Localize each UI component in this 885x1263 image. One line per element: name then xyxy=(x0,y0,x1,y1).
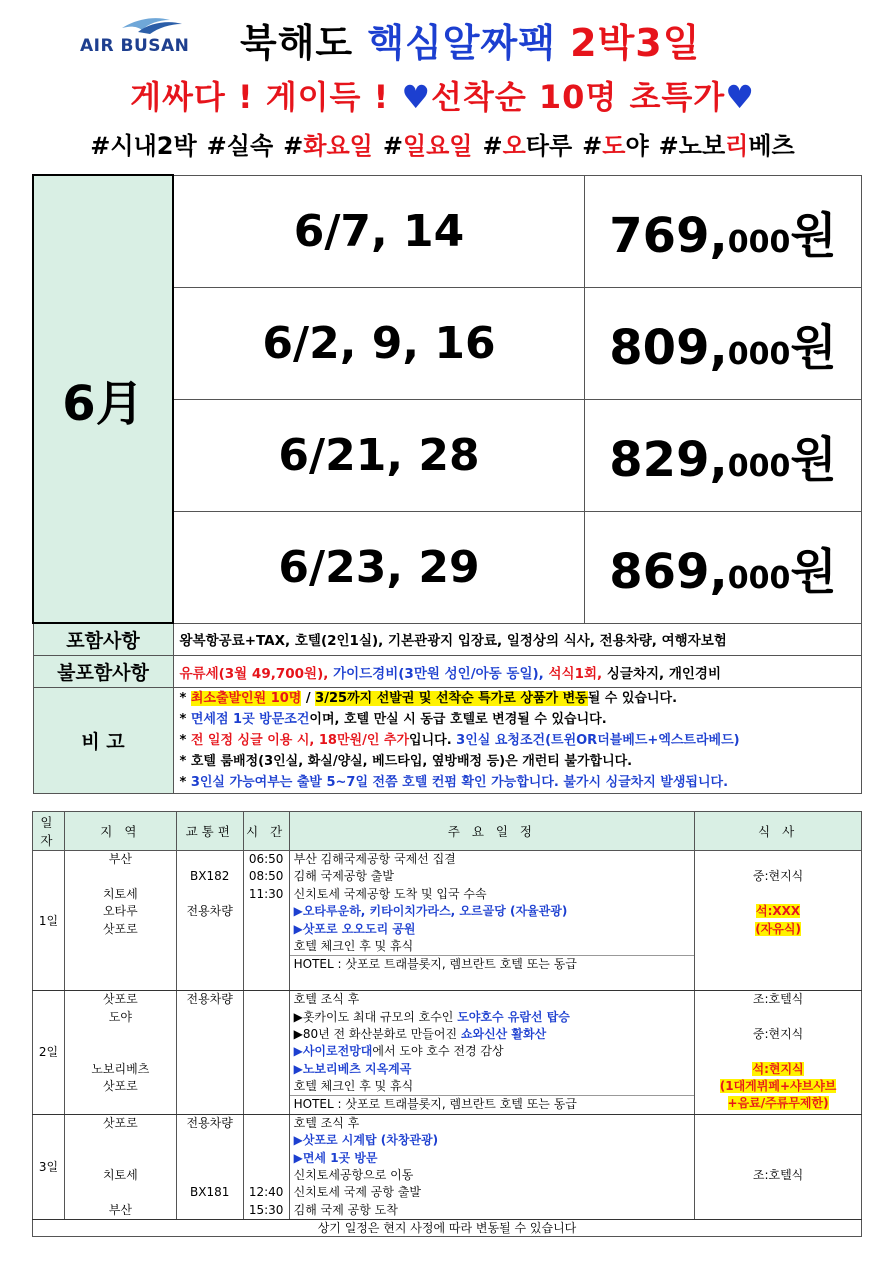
plan-part: ▶홋카이도 최대 규모의 호수인 xyxy=(293,1009,458,1024)
price-unit: 원 xyxy=(790,543,837,600)
meal-text: 석:현지식 xyxy=(752,1061,804,1076)
time xyxy=(244,921,289,938)
excluded-text xyxy=(173,656,862,688)
note-part: * xyxy=(179,691,191,706)
region-cell xyxy=(64,851,176,991)
hashtag xyxy=(659,132,795,160)
region-cell xyxy=(64,991,176,1115)
time xyxy=(244,1150,289,1167)
transport: 전용차량 xyxy=(186,904,233,919)
itinerary-footnote: 상기 일정은 현지 사정에 따라 변동될 수 있습니다 xyxy=(33,1220,862,1237)
plan-line: 김해 국제공항 출발 xyxy=(293,869,394,884)
region-cell xyxy=(64,1114,176,1219)
price-main: 869, xyxy=(609,543,728,600)
plan-cell xyxy=(289,1114,695,1219)
meal-line xyxy=(695,1026,861,1043)
price-small: 000 xyxy=(727,224,791,260)
transport: BX181 xyxy=(190,1185,230,1200)
hashtag-line xyxy=(0,126,885,161)
note-part: 3인실 가능여부는 출발 5~7일 전쯤 호텔 컨펌 확인 가능합니다. 불가시 싱글차지 발생됩니다. xyxy=(190,775,729,790)
note-part: 3/25까지 선발권 및 선착순 특가로 상품가 변동 xyxy=(315,691,588,706)
title-part: 북해도 xyxy=(240,21,368,65)
day-label: 3일 xyxy=(38,1160,59,1175)
hotel-line: HOTEL : 삿포로 트래블롯지, 렘브란트 호텔 또는 동급 xyxy=(290,1095,695,1113)
hashtag-part: 야 xyxy=(625,132,649,160)
meal-line xyxy=(695,868,861,885)
meal-text: (자유식) xyxy=(755,921,801,936)
note-part: 최소출발인원 10명 xyxy=(190,691,302,706)
price-unit: 원 xyxy=(790,319,837,376)
time xyxy=(244,991,289,1008)
hashtag xyxy=(207,132,273,160)
promo-subtitle xyxy=(0,72,885,118)
region: 도야 xyxy=(108,1009,132,1024)
notes-row xyxy=(33,688,862,794)
meal-cell xyxy=(695,991,862,1115)
plan-line xyxy=(290,1009,695,1026)
meal-text: 중:현지식 xyxy=(752,869,804,884)
note-line xyxy=(174,709,862,730)
itinerary-table xyxy=(32,811,862,1237)
plan-cell xyxy=(289,991,695,1115)
meal-text: 조:호텔식 xyxy=(752,992,804,1007)
time xyxy=(244,955,289,972)
itinerary-day-row xyxy=(33,991,862,1115)
time: 06:50 xyxy=(248,852,284,866)
region: 부산 xyxy=(108,852,132,866)
transport: 전용차량 xyxy=(186,992,233,1007)
note-part: 3인실 요청조건(트윈OR더블베드+엑스트라베드) xyxy=(456,733,740,748)
title-part: 핵심알짜팩 xyxy=(367,21,571,65)
excluded-part: 석식1회, xyxy=(548,665,607,682)
time xyxy=(244,1061,289,1078)
time xyxy=(244,1078,289,1095)
meal-text: 석:XXX xyxy=(756,904,801,919)
subtitle-part: 게싸다 ! 게이득 ! xyxy=(130,78,402,116)
region: 삿포로 xyxy=(102,921,138,936)
meal-line xyxy=(695,1095,861,1112)
note-line xyxy=(174,688,862,709)
meal-text: 중:현지식 xyxy=(752,1026,804,1041)
day-cell xyxy=(33,1114,65,1219)
plan-line: ▶노보리베츠 지옥계곡 xyxy=(293,1061,412,1076)
transport xyxy=(177,1202,243,1219)
plan-line: ▶오타루운하, 키타이치가라스, 오르골당 (자율관광) xyxy=(293,904,568,919)
meal-line xyxy=(695,991,861,1008)
hashtag-part: # xyxy=(382,132,403,160)
price-row xyxy=(33,175,862,287)
price-amount xyxy=(585,511,862,623)
hashtag-part: 리 xyxy=(725,132,749,160)
transport-cell xyxy=(176,991,243,1115)
region: 치토세 xyxy=(102,886,138,901)
included-row xyxy=(33,623,862,656)
time: 12:40 xyxy=(248,1185,284,1200)
plan-cell xyxy=(289,851,695,991)
meal-line xyxy=(695,1150,861,1167)
day-label: 1일 xyxy=(38,913,59,928)
hashtag-part: #노보 xyxy=(658,132,726,160)
itinerary-header-row xyxy=(33,812,862,851)
price-unit: 원 xyxy=(790,431,837,488)
note-part: 전 일정 싱글 이용 시, 18만원/인 추가 xyxy=(190,733,410,748)
note-part: * xyxy=(179,775,191,790)
hashtag xyxy=(383,132,473,160)
hashtag-part: #시내2박 xyxy=(90,132,197,160)
time-cell xyxy=(243,851,289,991)
itinerary-day-row xyxy=(33,851,862,991)
plan-line: 호텔 조식 후 xyxy=(293,1115,360,1130)
departure-dates: 6/21, 28 xyxy=(173,399,585,511)
transport xyxy=(177,851,243,868)
column-header: 지 역 xyxy=(64,812,176,851)
hashtag xyxy=(283,132,373,160)
plan-line: ▶삿포로 오오도리 공원 xyxy=(293,921,416,936)
hashtag-part: 타루 xyxy=(525,132,573,160)
time-cell xyxy=(243,991,289,1115)
hotel-line: HOTEL : 삿포로 트래블롯지, 렘브란트 호텔 또는 동급 xyxy=(290,955,695,973)
meal-line xyxy=(695,921,861,938)
time xyxy=(244,1115,289,1132)
note-line xyxy=(174,751,862,772)
meal-text: 조:호텔식 xyxy=(752,1168,804,1183)
transport xyxy=(177,1026,243,1043)
price-unit: 원 xyxy=(790,207,837,264)
transport xyxy=(177,1167,243,1184)
note-line xyxy=(174,730,862,751)
region xyxy=(65,1184,176,1201)
hashtag-part: 베츠 xyxy=(748,132,795,160)
departure-dates: 6/23, 29 xyxy=(173,511,585,623)
region xyxy=(65,1043,176,1060)
meal-cell xyxy=(695,1114,862,1219)
note-part: / xyxy=(301,691,316,706)
region: 치토세 xyxy=(102,1168,138,1183)
page-title xyxy=(240,12,700,67)
plan-part: ▶사이로전망대 xyxy=(293,1044,373,1059)
hashtag xyxy=(582,132,648,160)
transport xyxy=(177,886,243,903)
transport xyxy=(177,973,243,990)
region xyxy=(65,868,176,885)
meal-text: (1대게뷔페+샤브샤브 xyxy=(719,1079,837,1094)
price-amount xyxy=(585,399,862,511)
note-part: 입니다. xyxy=(409,733,457,748)
meal-line xyxy=(695,1078,861,1095)
departure-dates: 6/7, 14 xyxy=(173,175,585,287)
time: 15:30 xyxy=(248,1202,284,1217)
region: 오타루 xyxy=(102,904,138,919)
note-part: * xyxy=(179,733,191,748)
column-header: 교통편 xyxy=(176,812,243,851)
column-header: 시 간 xyxy=(243,812,289,851)
hashtag-part: 도 xyxy=(602,132,626,160)
price-table xyxy=(32,174,862,794)
transport xyxy=(177,1043,243,1060)
region: 삿포로 xyxy=(102,1115,138,1130)
region xyxy=(65,1150,176,1167)
hashtag-part: 일요일 xyxy=(402,132,473,160)
price-main: 769, xyxy=(609,207,728,264)
hashtag-part: 화요일 xyxy=(303,132,373,160)
region xyxy=(65,1095,176,1112)
excluded-part: 가이드경비(3만원 성인/아동 동일), xyxy=(333,665,549,682)
region xyxy=(65,955,176,972)
column-header: 식 사 xyxy=(695,812,862,851)
plan-part: 에서 도야 호수 전경 감상 xyxy=(372,1044,504,1059)
time xyxy=(244,1132,289,1149)
notes-label: 비 고 xyxy=(33,688,173,794)
meal-line xyxy=(695,851,861,868)
transport xyxy=(177,955,243,972)
transport xyxy=(177,1009,243,1026)
plan-line: 호텔 조식 후 xyxy=(293,992,360,1007)
heart-icon: ♥ xyxy=(725,78,755,116)
plan-line: 신치토세 국제 공항 출발 xyxy=(293,1185,421,1200)
hashtag xyxy=(90,132,196,160)
plan-line: 신치토세 국제공항 도착 및 입국 수속 xyxy=(293,886,487,901)
plan-line xyxy=(290,1026,695,1043)
time xyxy=(244,938,289,955)
title-part: 2박3일 xyxy=(570,21,701,65)
plan-line: 신치토세공항으로 이동 xyxy=(293,1168,414,1183)
day-cell xyxy=(33,991,65,1115)
heart-icon: ♥ xyxy=(401,78,432,116)
time xyxy=(244,1026,289,1043)
meal-line xyxy=(695,903,861,920)
note-part: * xyxy=(179,712,191,727)
departure-dates: 6/2, 9, 16 xyxy=(173,287,585,399)
subtitle-part: 선착순 10명 초특가 xyxy=(431,78,726,116)
plan-part: 쇼와신산 활화산 xyxy=(460,1026,547,1041)
included-label: 포함사항 xyxy=(33,623,173,656)
meal-text: +음료/주류무제한) xyxy=(727,1096,829,1111)
transport xyxy=(177,1150,243,1167)
meal-line xyxy=(695,1132,861,1149)
meal-line xyxy=(695,1043,861,1060)
transport-cell xyxy=(176,851,243,991)
note-part: 될 수 있습니다. xyxy=(587,691,678,706)
meal-line xyxy=(695,1167,861,1184)
region xyxy=(65,973,176,990)
excluded-part: 유류세(3월 49,700원), xyxy=(179,665,334,682)
note-part: * 호텔 룸배정(3인실, 화실/양실, 베드타입, 옆방배정 등)은 개런티 불가합니다. xyxy=(179,754,633,769)
excluded-row xyxy=(33,656,862,688)
price-main: 809, xyxy=(609,319,728,376)
transport xyxy=(177,1095,243,1112)
excluded-part: 싱글차지, 개인경비 xyxy=(606,665,722,682)
column-header: 일자 xyxy=(33,812,65,851)
time xyxy=(244,973,289,990)
hashtag-part: # xyxy=(582,132,603,160)
price-amount xyxy=(585,287,862,399)
transport: 전용차량 xyxy=(186,1115,233,1130)
day-cell xyxy=(33,851,65,991)
transport xyxy=(177,1061,243,1078)
region: 삿포로 xyxy=(102,1079,138,1094)
hashtag-part: 오 xyxy=(502,132,526,160)
transport: BX182 xyxy=(190,869,230,884)
time: 08:50 xyxy=(248,869,284,884)
note-part: 이며, 호텔 만실 시 동급 호텔로 변경될 수 있습니다. xyxy=(309,712,607,727)
airline-logo-text: AIR BUSAN xyxy=(80,36,190,56)
hashtag xyxy=(483,132,573,160)
time xyxy=(244,1095,289,1112)
price-amount xyxy=(585,175,862,287)
transport xyxy=(177,1078,243,1095)
hashtag-part: #실속 xyxy=(206,132,274,160)
transport xyxy=(177,921,243,938)
meal-line xyxy=(695,886,861,903)
meal-line xyxy=(695,1061,861,1078)
time xyxy=(244,1167,289,1184)
transport xyxy=(177,1132,243,1149)
meal-line xyxy=(695,1115,861,1132)
plan-line: 호텔 체크인 후 및 휴식 xyxy=(293,1079,414,1094)
time xyxy=(244,1043,289,1060)
hashtag-part: # xyxy=(482,132,503,160)
column-header: 주 요 일 정 xyxy=(289,812,695,851)
plan-line: ▶삿포로 시계탑 (차창관광) xyxy=(293,1133,439,1148)
plan-part: 도야호수 유람선 탑승 xyxy=(457,1009,570,1024)
transport-cell xyxy=(176,1114,243,1219)
note-part: 면세점 1곳 방문조건 xyxy=(190,712,310,727)
plan-part: ▶80년 전 화산분화로 만들어진 xyxy=(293,1026,461,1041)
region xyxy=(65,938,176,955)
time xyxy=(244,903,289,920)
itinerary-day-row xyxy=(33,1114,862,1219)
region: 노보리베츠 xyxy=(91,1061,150,1076)
hashtag-part: # xyxy=(283,132,304,160)
price-main: 829, xyxy=(609,431,728,488)
plan-line: ▶면세 1곳 방문 xyxy=(293,1150,378,1165)
notes-cell xyxy=(173,688,862,794)
note-line xyxy=(174,772,862,793)
time: 11:30 xyxy=(248,886,284,901)
time xyxy=(244,1009,289,1026)
excluded-label: 불포함사항 xyxy=(33,656,173,688)
price-small: 000 xyxy=(727,448,791,484)
transport xyxy=(177,938,243,955)
region xyxy=(65,1026,176,1043)
day-label: 2일 xyxy=(38,1045,59,1060)
region xyxy=(65,1132,176,1149)
plan-line: 김해 국제 공항 도착 xyxy=(293,1202,398,1217)
month-label: 6月 xyxy=(33,175,173,623)
price-small: 000 xyxy=(727,336,791,372)
time-cell xyxy=(243,1114,289,1219)
plan-line xyxy=(290,1043,695,1060)
region: 부산 xyxy=(108,1202,132,1217)
price-small: 000 xyxy=(727,560,791,596)
plan-line: 호텔 체크인 후 및 휴식 xyxy=(293,938,414,953)
meal-line xyxy=(695,1009,861,1026)
included-text: 왕복항공료+TAX, 호텔(2인1실), 기본관광지 입장료, 일정상의 식사, 전용차량, 여행자보험 xyxy=(173,623,862,656)
region: 삿포로 xyxy=(102,992,138,1007)
meal-cell xyxy=(695,851,862,991)
plan-line: 부산 김해국제공항 국제선 집결 xyxy=(293,852,456,866)
